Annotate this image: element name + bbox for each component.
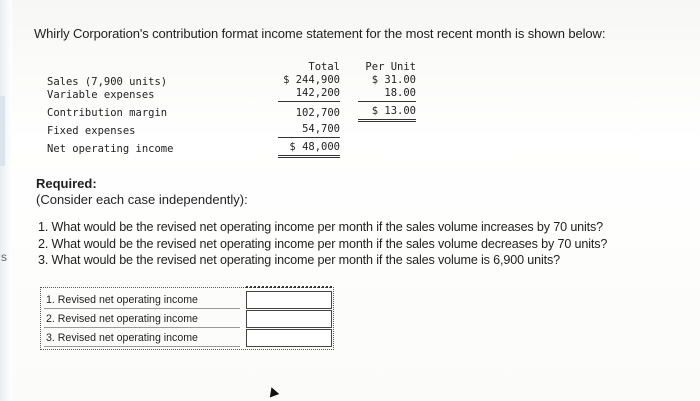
answer-column-header xyxy=(246,286,332,288)
total-sales: $ 244,900 xyxy=(283,74,340,86)
problem-intro: Whirly Corporation's contribution format income statement for the most recent month is shown below: xyxy=(34,26,606,41)
answer-row-2-input[interactable] xyxy=(246,310,332,328)
question-1: 1. What would be the revised net operating income per month if the sales volume increases by 70 units? xyxy=(38,220,604,234)
answer-table xyxy=(40,287,334,350)
total-net-operating-income: $ 48,000 xyxy=(278,141,340,158)
margin-glyph: s xyxy=(1,250,7,264)
answer-row-2-label: 2. Revised net operating income xyxy=(44,310,240,328)
contribution-margin-label: Contribution margin xyxy=(47,107,168,119)
required-note: (Consider each case independently): xyxy=(36,192,248,207)
answer-row-1-label: 1. Revised net operating income xyxy=(44,291,240,309)
per-unit-contribution-margin: $ 13.00 xyxy=(358,105,416,122)
question-2: 2. What would be the revised net operating income per month if the sales volume decreases by 70 units? xyxy=(38,236,608,251)
question-list xyxy=(38,219,607,269)
per-unit-header: Per Unit xyxy=(365,61,416,73)
net-operating-income-label: Net operating income xyxy=(47,143,174,155)
question-3: 3. What would be the revised net operating income per month if the sales volume is 6,900 units? xyxy=(38,253,560,267)
total-fixed-expenses: 54,700 xyxy=(278,123,340,138)
answer-row-3-input[interactable] xyxy=(246,329,332,347)
variable-expenses-label: Variable expenses xyxy=(47,89,155,101)
sales-label: Sales (7,900 units) xyxy=(47,76,168,88)
required-section xyxy=(36,176,248,208)
fixed-expenses-label: Fixed expenses xyxy=(47,125,136,137)
answer-table-frame xyxy=(40,287,334,350)
per-unit-sales: $ 31.00 xyxy=(371,74,416,86)
total-variable-expenses: 142,200 xyxy=(278,87,340,102)
answer-row-1-input[interactable] xyxy=(246,291,332,309)
margin-marker xyxy=(0,96,5,166)
per-unit-variable-expenses: 18.00 xyxy=(358,87,416,102)
required-heading: Required: xyxy=(36,176,97,191)
total-contribution-margin: 102,700 xyxy=(295,107,340,119)
left-margin xyxy=(0,0,12,401)
mouse-cursor-icon xyxy=(267,386,279,398)
answer-row-3-label: 3. Revised net operating income xyxy=(44,329,240,347)
total-header: Total xyxy=(308,61,340,73)
